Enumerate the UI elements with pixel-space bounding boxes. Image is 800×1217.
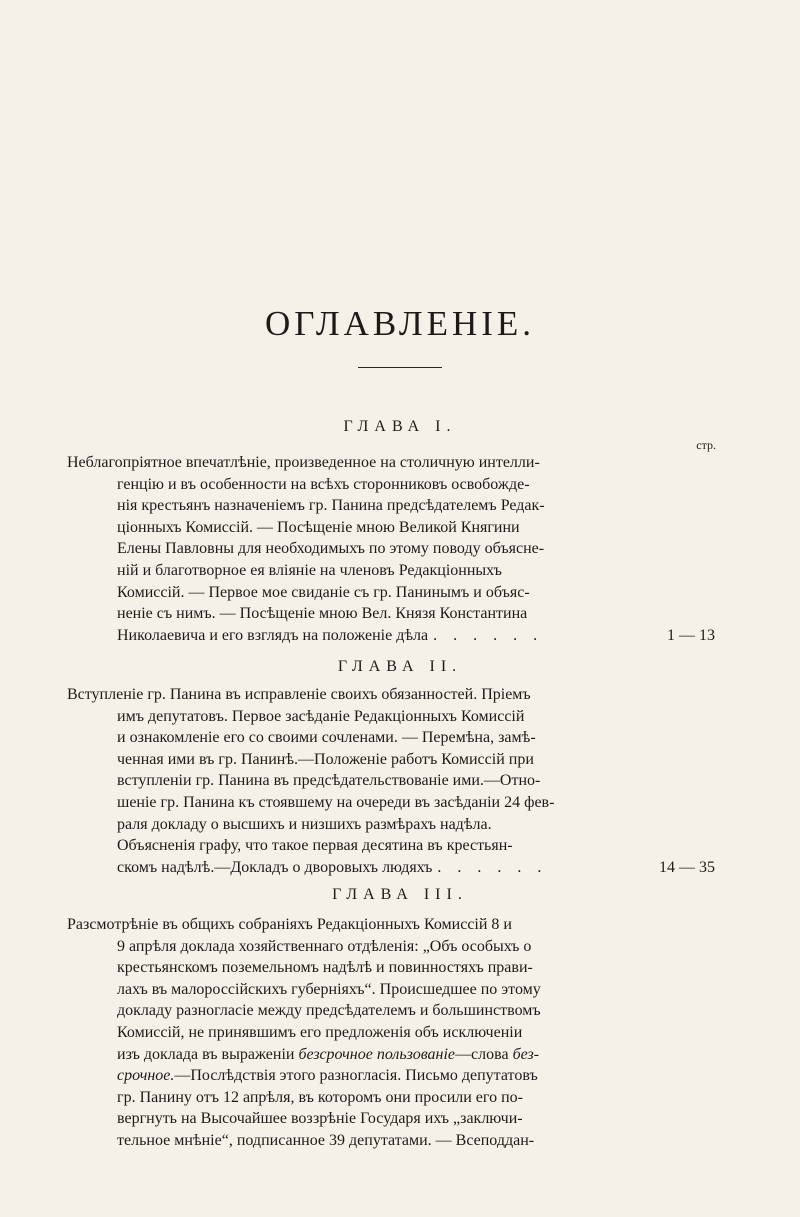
summary-line: ній и благотворное ея вліяніе на членовъ Редакціонныхъ [117,561,502,579]
summary-line: Объясненія графу, что такое первая десятина въ крестьян- [117,837,513,855]
dot-leader: . . . . . . [437,858,548,876]
summary-line: лахъ въ малороссійскихъ губерніяхъ“. Происшедшее по этому [117,980,541,998]
summary-line: генцію и въ особенности на всѣхъ сторонниковъ освобожде- [117,475,530,493]
summary-text: —слова [455,1045,509,1063]
page-title: ОГЛАВЛЕНІЕ. [264,304,536,343]
summary-line: вергнуть на Высочайшее воззрѣніе Государя ихъ „заключи- [117,1110,523,1128]
summary-line-last [67,625,715,647]
summary-line-mixed [67,1044,715,1066]
summary-line: ченная ими въ гр. Панинѣ.—Положеніе работъ Комиссій при [117,750,534,768]
summary-text: —Послѣдствія этого разногласія. Письмо депутатовъ [174,1067,538,1085]
summary-line: Вступленіе гр. Панина въ исправленіе своихъ обязанностей. Пріемъ [67,686,531,703]
summary-text: изъ доклада въ выраженіи [117,1045,295,1063]
summary-line: имъ депутатовъ. Первое засѣданіе Редакціонныхъ Комиссій [117,707,525,725]
summary-line: нія крестьянъ назначеніемъ гр. Панина предсѣдателемъ Редак- [117,497,545,515]
chapter-2-heading: ГЛАВА II. [337,658,463,675]
summary-line-mixed [67,1065,715,1087]
summary-line: крестьянскомъ поземельномъ надѣлѣ и повинностяхъ прави- [117,959,533,977]
summary-line-text: скомъ надѣлѣ.—Докладъ о дворовыхъ людяхъ [117,858,433,876]
chapter-1-summary [67,452,715,646]
summary-line: 9 апрѣля доклада хозяйственнаго отдѣленія: „Объ особыхъ о [117,937,532,955]
chapter-2-page-range: 14 — 35 [659,858,715,876]
summary-line: гр. Панину отъ 12 апрѣля, въ которомъ они просили его по- [117,1088,523,1106]
summary-line: шеніе гр. Панина къ стоявшему на очереди въ засѣданіи 24 фев- [117,793,555,811]
chapter-3-summary [67,914,715,1152]
chapter-1-page-range: 1 — 13 [667,626,715,644]
summary-italic-text: без- [512,1045,540,1063]
chapter-3-heading: ГЛАВА III. [332,886,468,903]
summary-line: докладу разногласіе между предсѣдателемъ и большинствомъ [117,1002,541,1020]
summary-line-text: Николаевича и его взглядъ на положеніе дѣла [117,626,429,644]
pages-column-label: стр. [696,438,716,452]
chapter-1-heading: ГЛАВА I. [343,418,457,435]
title-divider [358,367,442,368]
summary-line: вступленіи гр. Панина въ предсѣдательствованіе ими.—Отно- [117,772,541,790]
summary-italic-text: срочное. [117,1067,175,1085]
summary-line-last [67,857,715,879]
summary-line: неніе съ нимъ. — Посѣщеніе мною Вел. Князя Константина [117,605,528,623]
summary-line: ціонныхъ Комиссій. — Посѣщеніе мною Великой Княгини [117,518,520,536]
summary-line: Комиссій. — Первое мое свиданіе съ гр. Панинымъ и объяс- [117,583,530,601]
summary-line: тельное мнѣніе“, подписанное 39 депутатами. — Всеподдан- [117,1131,535,1149]
summary-line: Елены Павловны для необходимыхъ по этому поводу объясне- [117,540,545,558]
summary-line: и ознакомленіе его со своими сочленами. — Перемѣна, замѣ- [117,729,536,747]
chapter-2-summary [67,684,715,878]
summary-line: Разсмотрѣніе въ общихъ собраніяхъ Редакціонныхъ Комиссій 8 и [67,916,512,933]
summary-line: Неблагопріятное впечатлѣніе, произведенное на столичную интелли- [67,454,540,471]
summary-italic-text: безсрочное пользованіе [298,1045,456,1063]
dot-leader: . . . . . . [433,626,544,644]
summary-line: раля докладу о высшихъ и низшихъ размѣрахъ надѣла. [117,815,492,833]
summary-line: Комиссій, не принявшимъ его предложенія объ исключеніи [117,1023,523,1041]
